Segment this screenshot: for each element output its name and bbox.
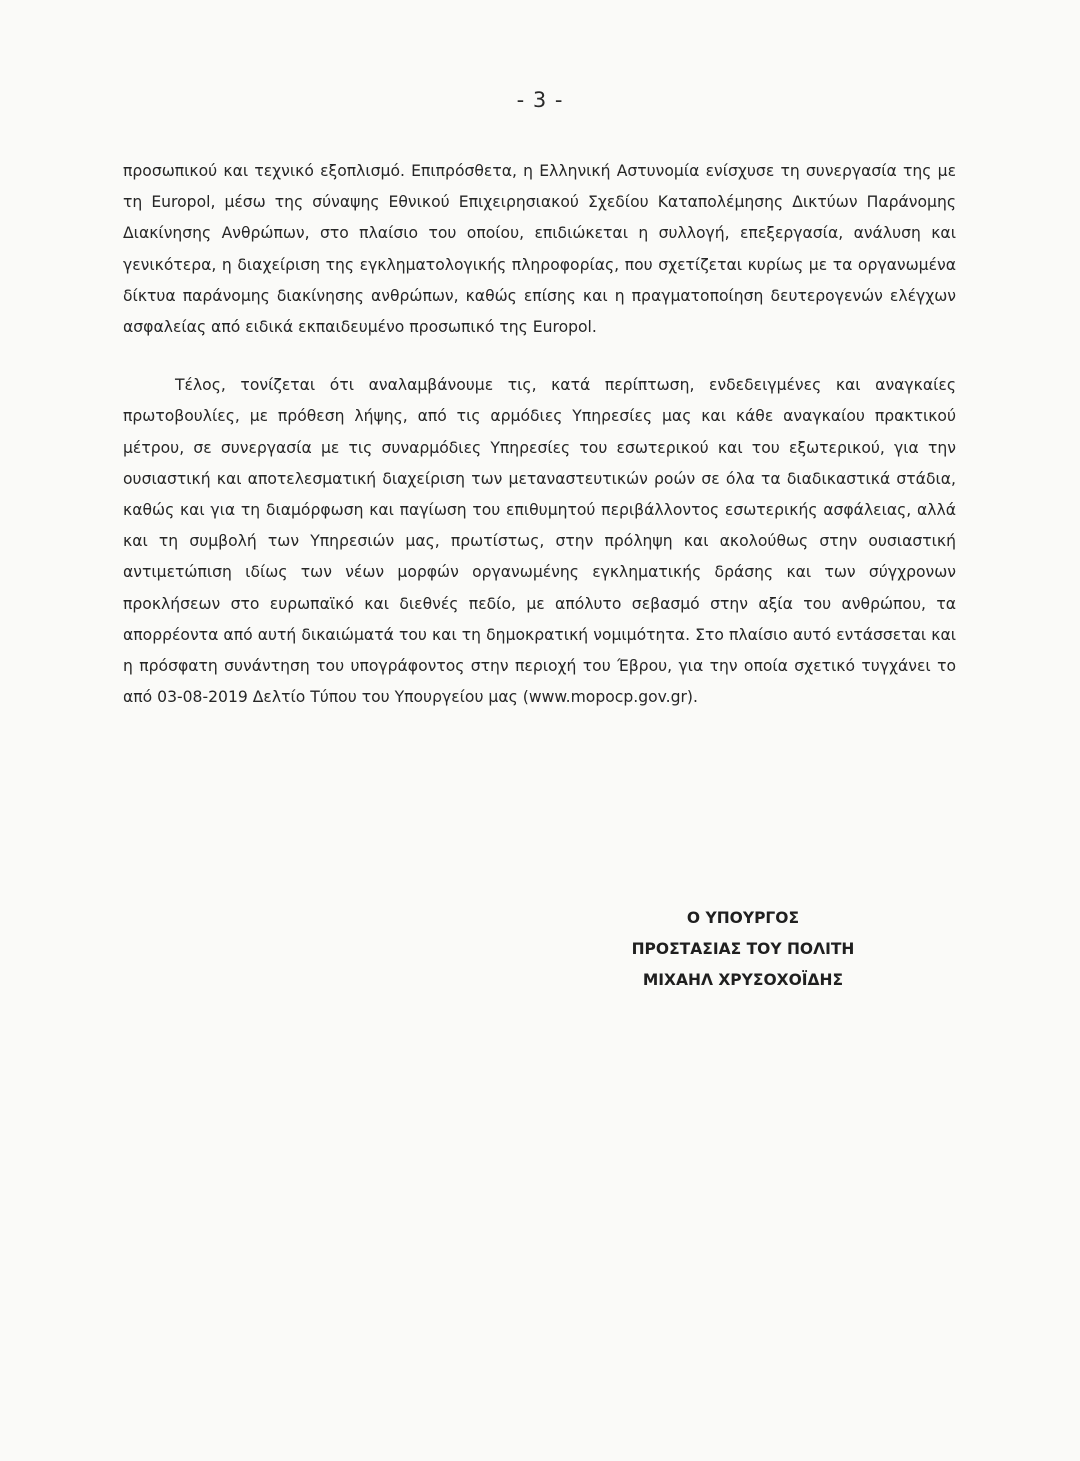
signature-block	[600, 903, 886, 996]
body-text	[123, 156, 956, 713]
page-number: - 3 -	[516, 88, 564, 112]
paragraph-1: προσωπικού και τεχνικό εξοπλισμό. Επιπρόσθετα, η Ελληνική Αστυνομία ενίσχυσε τη συνεργασία της με τη Europol, μέσω της σύναψης Εθνικού Επιχειρησιακού Σχεδίου Καταπολέμησης Δικτύων Παράνομης Διακίνησης Ανθρώπων, στο πλαίσιο του οποίου, επιδιώκεται η συλλογή, επεξεργασία, ανάλυση και γενικότερα, η διαχείριση της εγκληματολογικής πληροφορίας, που σχετίζεται κυρίως με τα οργανωμένα δίκτυα παράνομης διακίνησης ανθρώπων, καθώς επίσης και η πραγματοποίηση δευτερογενών ελέγχων ασφαλείας από ειδικά εκπαιδευμένο προσωπικό της Europol.	[123, 162, 956, 337]
paragraph-2: Τέλος, τονίζεται ότι αναλαμβάνουμε τις, κατά περίπτωση, ενδεδειγμένες και αναγκαίες πρωτοβουλίες, με πρόθεση λήψης, από τις αρμόδιες Υπηρεσίες μας και κάθε αναγκαίου πρακτικού μέτρου, σε συνεργασία με τις συναρμόδιες Υπηρεσίες του εσωτερικού και του εξωτερικού, για την ουσιαστική και αποτελεσματική διαχείριση των μεταναστευτικών ροών σε όλα τα διαδικαστικά στάδια, καθώς και για τη διαμόρφωση και παγίωση του επιθυμητού περιβάλλοντος εσωτερικής ασφάλειας, αλλά και τη συμβολή των Υπηρεσιών μας, πρωτίστως, στην πρόληψη και ακολούθως στην ουσιαστική αντιμετώπιση ιδίως των νέων μορφών οργανωμένης εγκληματικής δράσης και των σύγχρονων προκλήσεων στο ευρωπαϊκό και διεθνές πεδίο, με απόλυτο σεβασμό στην αξία του ανθρώπου, τα απορρέοντα από αυτή δικαιώματά του και τη δημοκρατική νομιμότητα. Στο πλαίσιο αυτό εντάσσεται και η πρόσφατη συνάντηση του υπογράφοντος στην περιοχή του Έβρου, για την οποία σχετικό τυγχάνει το από 03-08-2019 Δελτίο Τύπου του Υπουργείου μας (www.mopocp.gov.gr).	[123, 376, 956, 707]
signature-title: Ο ΥΠΟΥΡΓΟΣ	[686, 909, 800, 927]
signature-name: ΜΙΧΑΗΛ ΧΡΥΣΟΧΟΪΔΗΣ	[642, 971, 844, 989]
signature-ministry: ΠΡΟΣΤΑΣΙΑΣ ΤΟΥ ΠΟΛΙΤΗ	[631, 940, 855, 958]
